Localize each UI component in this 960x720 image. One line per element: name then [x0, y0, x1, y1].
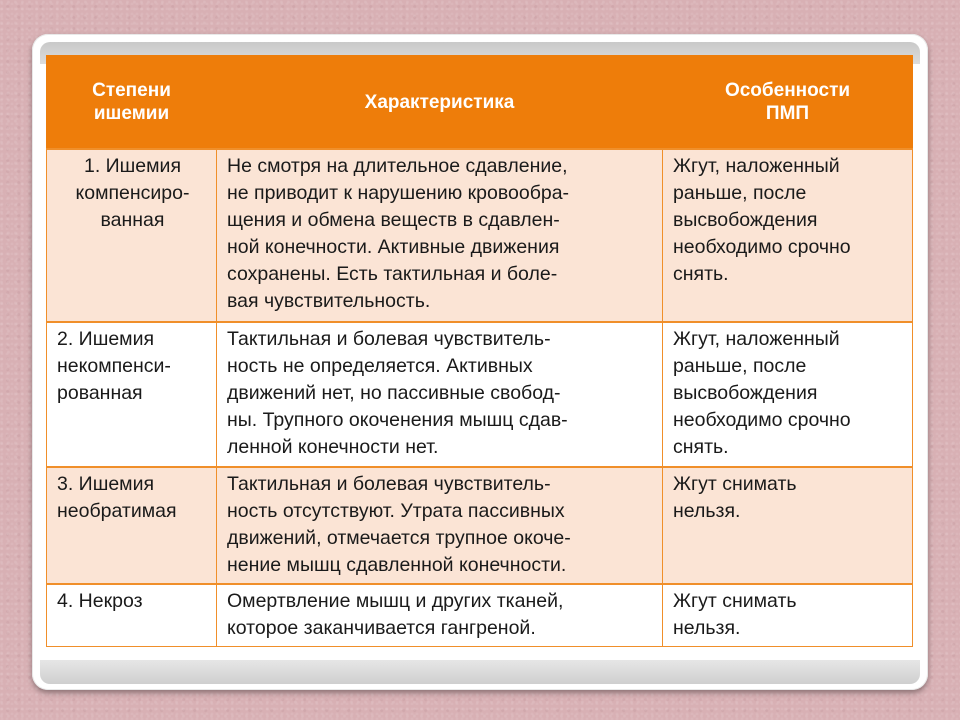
degree-cell: 1. Ишемия компенсиро- ванная [47, 149, 217, 322]
card-bottom-bar [40, 660, 920, 684]
table-row [47, 584, 913, 647]
first-aid-cell: Жгут, наложенный раньше, после высвобождения необходимо срочно снять. [663, 322, 913, 467]
description-cell: Не смотря на длительное сдавление, не приводит к нарушению кровообра- щения и обмена веществ в сдавлен- ной конечности. Активные движения сохранены. Есть тактильная и боле- вая чувствительность. [217, 149, 663, 322]
header-characteristic: Характеристика [217, 56, 663, 150]
ischemia-table [46, 55, 913, 647]
table-row [47, 467, 913, 584]
degree-cell: 4. Некроз [47, 584, 217, 647]
table-header-row [47, 56, 913, 150]
description-cell: Омертвление мышц и других тканей, которое заканчивается гангреной. [217, 584, 663, 647]
first-aid-cell: Жгут снимать нельзя. [663, 467, 913, 584]
degree-cell: 3. Ишемия необратимая [47, 467, 217, 584]
first-aid-cell: Жгут, наложенный раньше, после высвобождения необходимо срочно снять. [663, 149, 913, 322]
header-degree: Степени ишемии [47, 56, 217, 150]
description-cell: Тактильная и болевая чувствитель- ность не определяется. Активных движений нет, но пассивные свобод- ны. Трупного окоченения мышц сдав- ленной конечности нет. [217, 322, 663, 467]
first-aid-cell: Жгут снимать нельзя. [663, 584, 913, 647]
table-row [47, 149, 913, 322]
header-first-aid: Особенности ПМП [663, 56, 913, 150]
table-row [47, 322, 913, 467]
degree-cell: 2. Ишемия некомпенси- рованная [47, 322, 217, 467]
description-cell: Тактильная и болевая чувствитель- ность отсутствуют. Утрата пассивных движений, отмечается трупное окоче- нение мышц сдавленной конечности. [217, 467, 663, 584]
